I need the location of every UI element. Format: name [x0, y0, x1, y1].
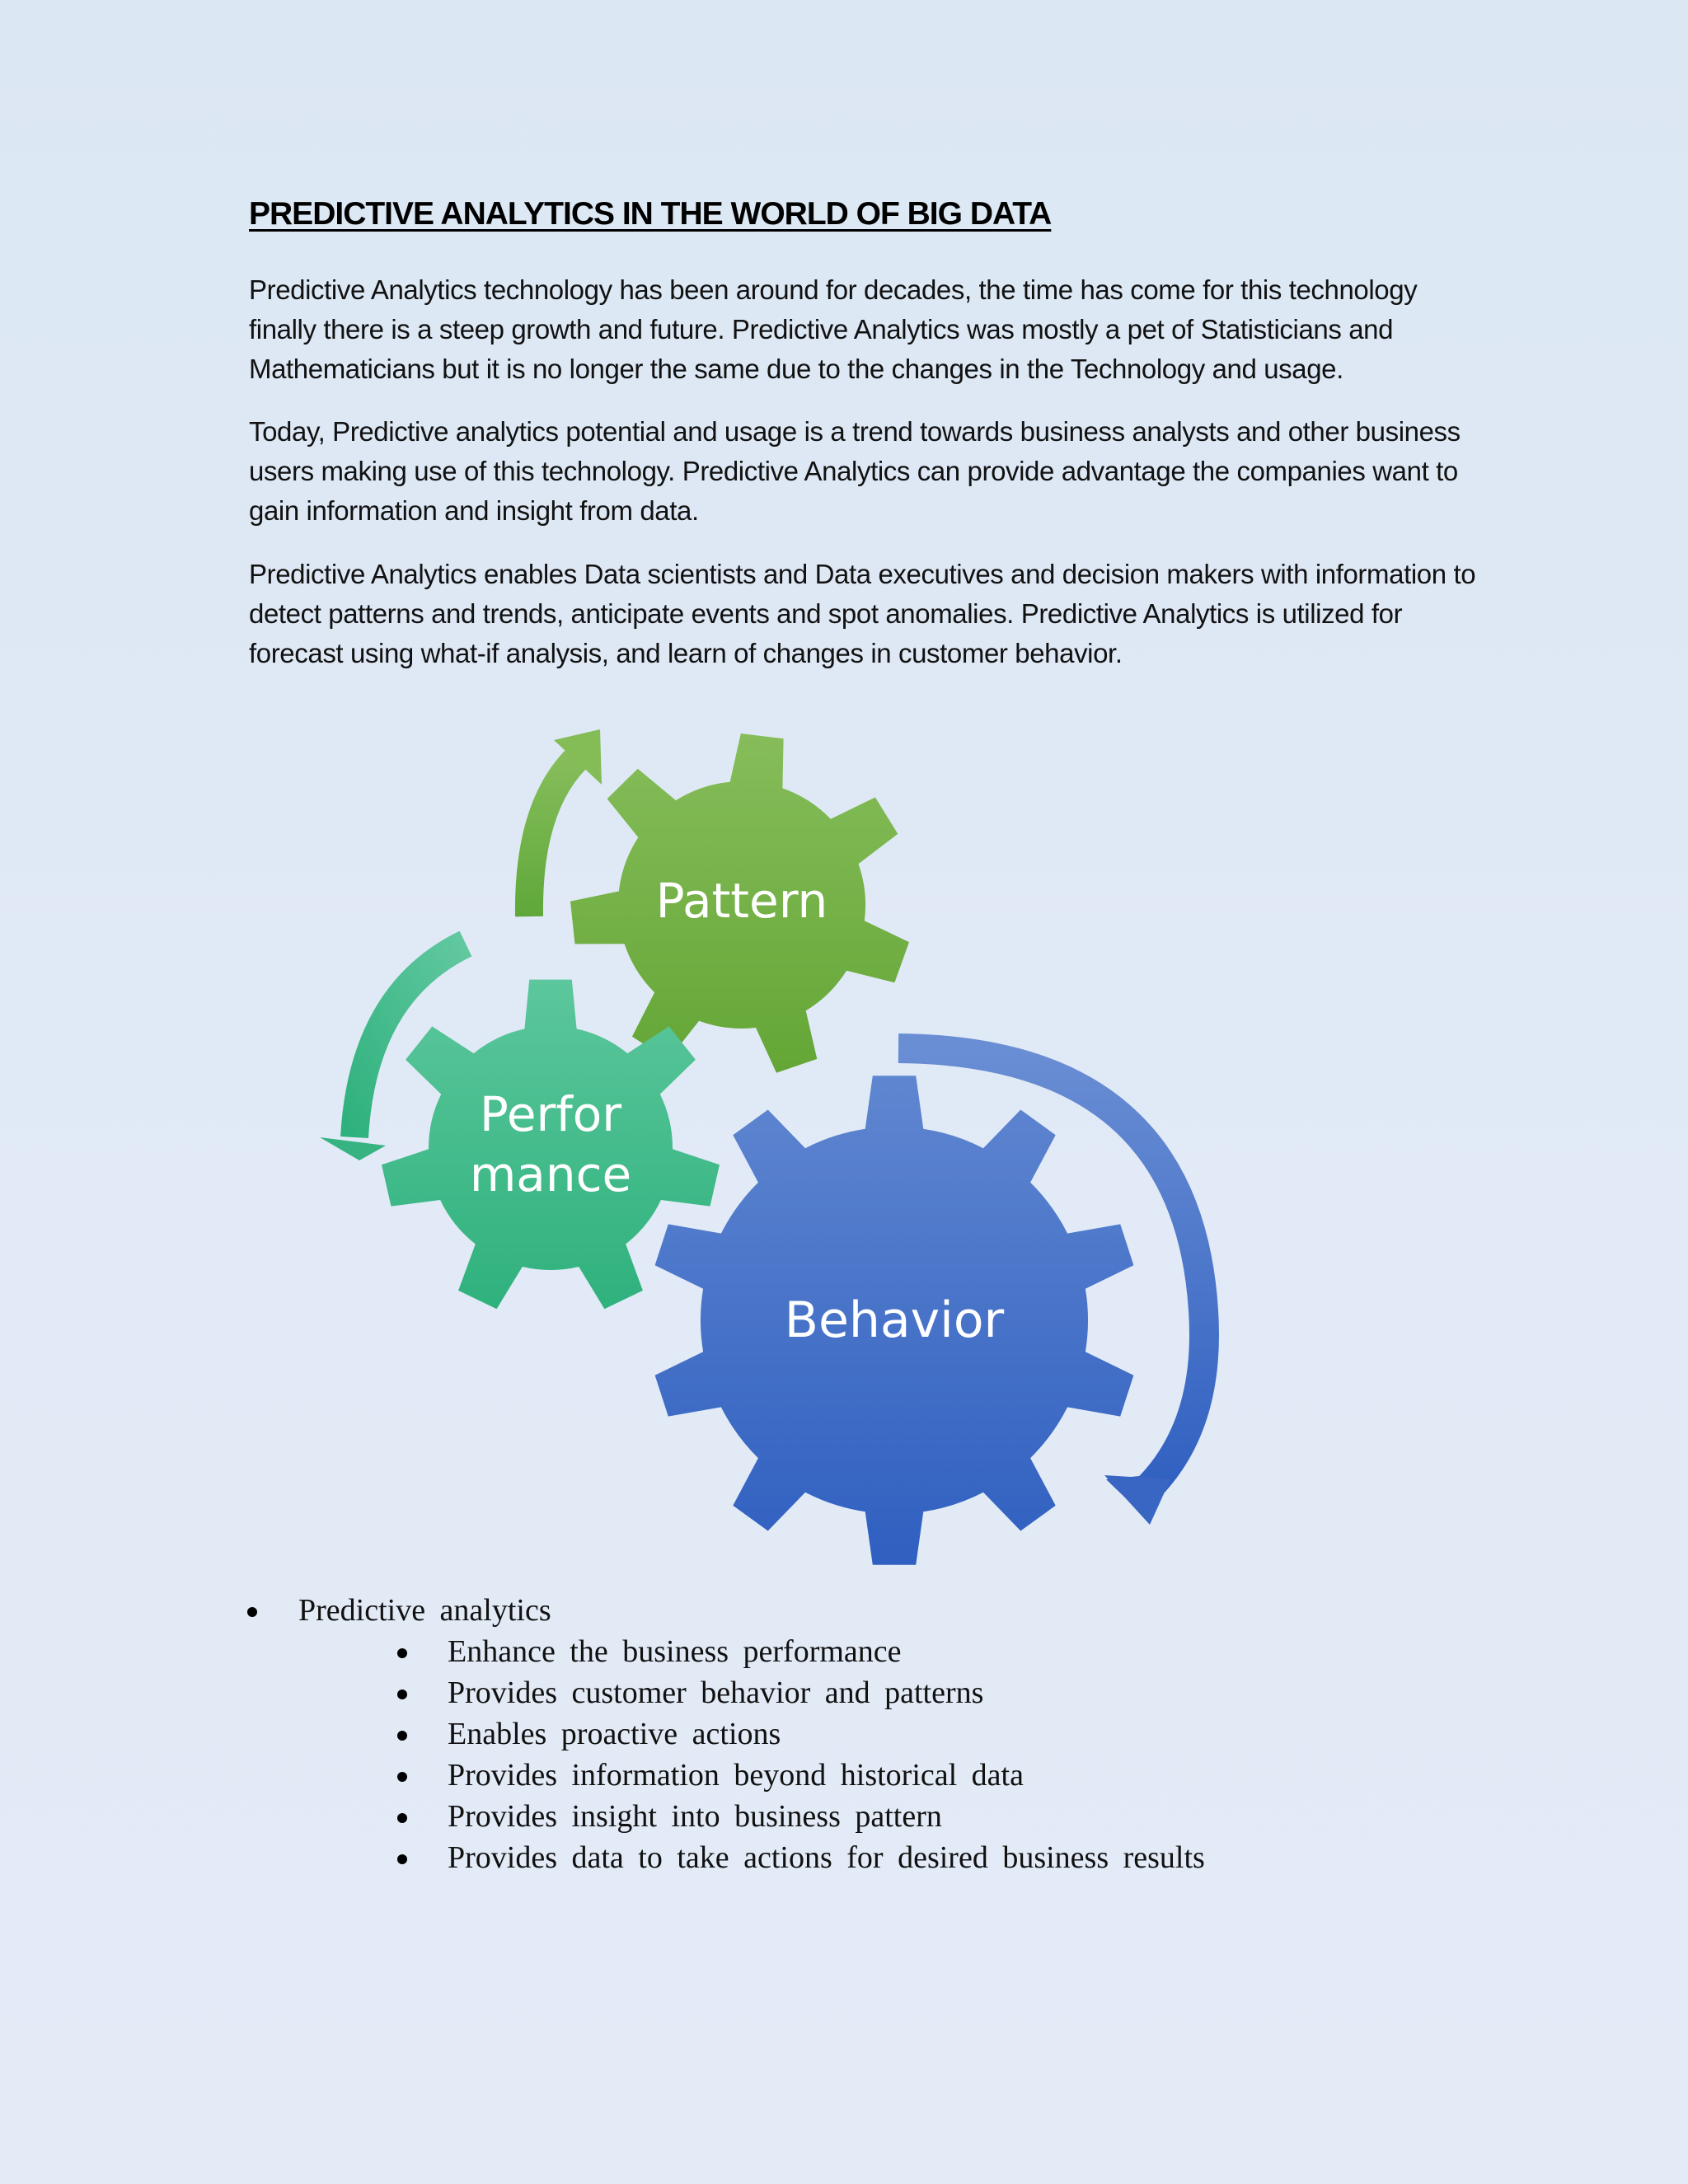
list-item-text: Enhance the business performance — [448, 1634, 902, 1669]
bullet-icon — [397, 1772, 407, 1782]
list-item-text: Predictive analytics — [298, 1593, 551, 1628]
list-item-text: Provides data to take actions for desired business results — [448, 1840, 1205, 1875]
bullet-icon — [397, 1854, 407, 1864]
document-title: PREDICTIVE ANALYTICS IN THE WORLD OF BIG DATA — [249, 196, 1052, 232]
gear-pattern — [570, 733, 909, 1073]
gear-behavior — [655, 1076, 1134, 1565]
gear-cycle-diagram — [0, 709, 1688, 1566]
gear-performance-label-line1: Perfor — [479, 1086, 622, 1142]
list-item-text: Provides customer behavior and patterns — [448, 1675, 984, 1710]
gear-performance-label-line2: mance — [469, 1146, 632, 1202]
paragraph-1: Predictive Analytics technology has been around for decades, the time has come for this technology finally there is a steep growth and future. Predictive Analytics was mostly a pet of Statisticians and Mathematicians but it is no longer the same due to the changes in the Technology and usage. — [249, 274, 1418, 384]
bullet-icon — [397, 1648, 407, 1658]
list-item-text: Provides information beyond historical data — [448, 1758, 1024, 1793]
bullet-icon — [247, 1607, 257, 1617]
list-item-text: Enables proactive actions — [448, 1717, 781, 1751]
bullet-icon — [397, 1731, 407, 1741]
paragraph-3: Predictive Analytics enables Data scientists and Data executives and decision makers with information to detect patterns and trends, anticipate events and spot anomalies. Predictive Analytics is utilized for forecast using what-if analysis, and learn of changes in customer behavior. — [249, 559, 1476, 668]
paragraph-2: Today, Predictive analytics potential and usage is a trend towards business analysts and other business users making use of this technology. Predictive Analytics can provide advantage the companies want to gain information and insight from data. — [249, 416, 1461, 526]
bullet-icon — [397, 1813, 407, 1823]
gear-behavior-label: Behavior — [784, 1291, 1005, 1349]
list-item-text: Provides insight into business pattern — [448, 1799, 942, 1834]
bullet-icon — [397, 1690, 407, 1699]
arrow-green — [529, 729, 602, 916]
gear-pattern-label: Pattern — [655, 873, 828, 929]
